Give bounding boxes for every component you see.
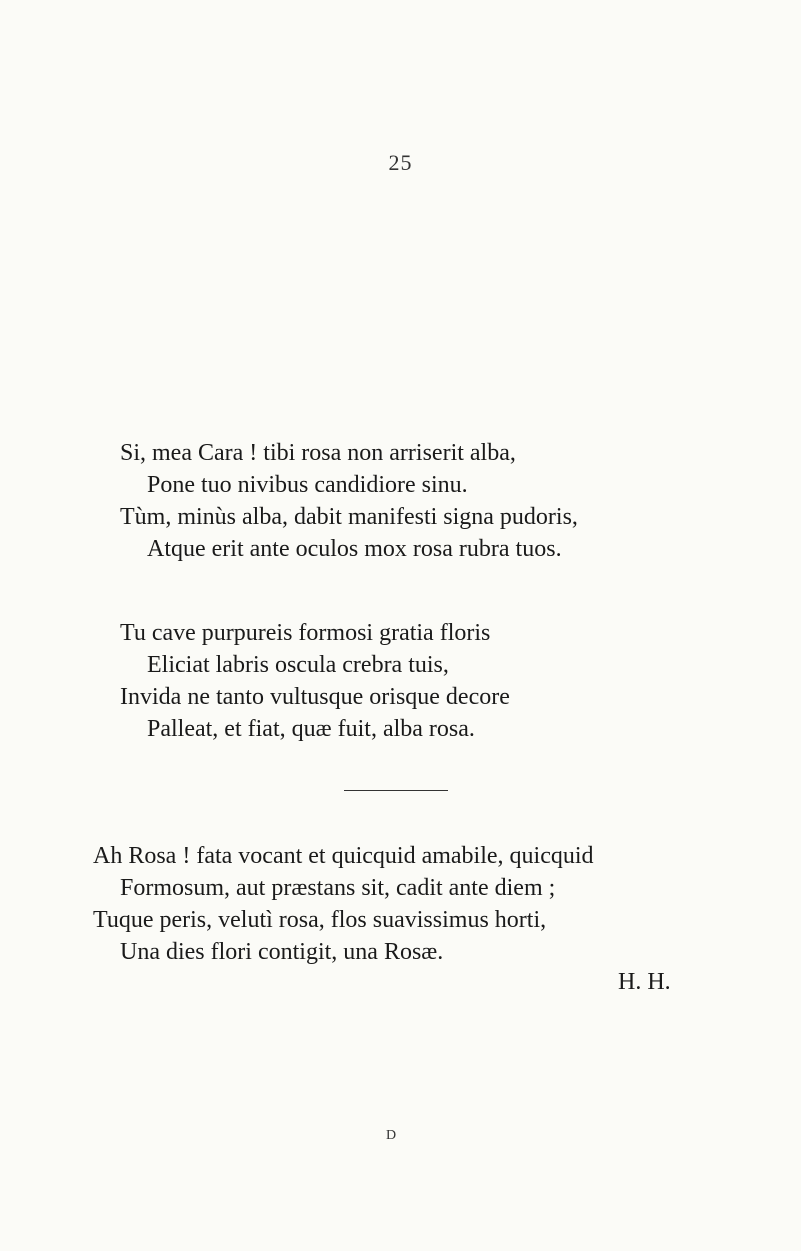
poem-line: Tùm, minùs alba, dabit manifesti signa pudoris,: [120, 504, 578, 530]
poem-line: Palleat, et fiat, quæ fuit, alba rosa.: [147, 716, 475, 742]
poem-line: Si, mea Cara ! tibi rosa non arriserit alba,: [120, 440, 516, 466]
poem-line: Tuque peris, velutì rosa, flos suavissimus horti,: [93, 907, 547, 933]
poem-line: Ah Rosa ! fata vocant et quicquid amabile, quicquid: [93, 843, 594, 869]
poem-line: Atque erit ante oculos mox rosa rubra tuos.: [147, 536, 562, 562]
section-divider: [344, 790, 448, 791]
page-number: 25: [388, 150, 413, 175]
poem-line: Formosum, aut præstans sit, cadit ante diem ;: [120, 875, 556, 901]
poem-line: Tu cave purpureis formosi gratia floris: [120, 620, 491, 646]
printer-signature-mark: D: [386, 1128, 397, 1143]
poem-line: Una dies flori contigit, una Rosæ.: [120, 939, 444, 965]
author-initials: H. H.: [618, 969, 671, 995]
poem-line: Invida ne tanto vultusque orisque decore: [120, 684, 510, 710]
poem-line: Eliciat labris oscula crebra tuis,: [147, 652, 449, 678]
poem-line: Pone tuo nivibus candidiore sinu.: [147, 472, 468, 498]
